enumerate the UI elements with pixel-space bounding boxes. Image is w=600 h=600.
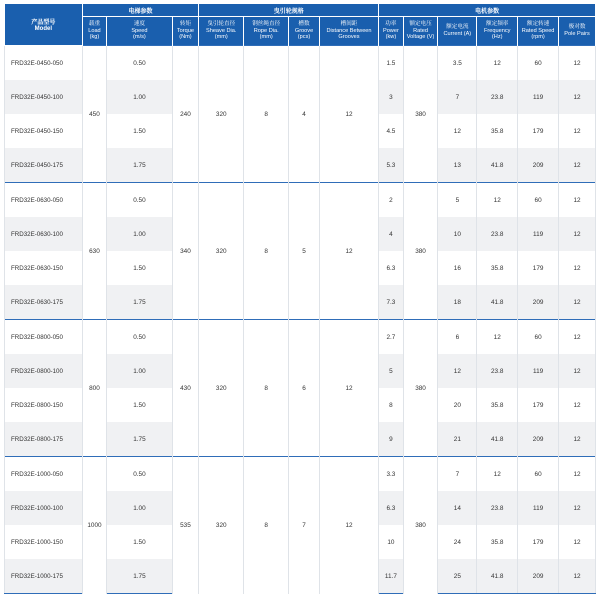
rated-speed-cell: 179	[518, 251, 559, 285]
rated-frequency-cell: 12	[477, 183, 518, 218]
rope-dia-header-en1: Rope Dia.	[253, 27, 279, 34]
torque-header-en2: (Nm)	[179, 34, 192, 41]
pole-pairs-cell: 12	[559, 114, 596, 148]
load-cell: 800	[82, 320, 107, 457]
speed-cell: 1.75	[107, 285, 172, 320]
rated-current-cell: 10	[438, 217, 477, 251]
model-cell: FRD32E-1000-175	[5, 559, 83, 594]
speed-header-en1: Speed	[131, 27, 148, 34]
traction-machine-spec-table	[4, 4, 596, 594]
rated-speed-cell: 60	[518, 320, 559, 355]
groove-distance-cell: 12	[319, 320, 378, 457]
rated-frequency-cell: 23.8	[477, 80, 518, 114]
model-cell: FRD32E-0630-100	[5, 217, 83, 251]
groove-distance-cell: 12	[319, 457, 378, 594]
torque-cell: 430	[172, 320, 199, 457]
rated-voltage-header-en2: Voltage (V)	[406, 34, 435, 41]
torque-cell: 240	[172, 46, 199, 183]
speed-header-zh: 速度	[133, 21, 146, 28]
rated-frequency-cell: 35.8	[477, 114, 518, 148]
pole-pairs-cell: 12	[559, 80, 596, 114]
rated-voltage-header-zh: 额定电压	[409, 21, 432, 28]
speed-cell: 1.50	[107, 114, 172, 148]
rated-current-header-zh: 额定电流	[446, 24, 469, 31]
speed-cell: 1.00	[107, 217, 172, 251]
pole-pairs-cell: 12	[559, 320, 596, 355]
groove-header-en2: (pcs)	[297, 34, 311, 41]
torque-cell: 535	[172, 457, 199, 594]
pole-pairs-cell: 12	[559, 354, 596, 388]
pole-pairs-cell: 12	[559, 183, 596, 218]
groove-distance-header	[319, 17, 378, 46]
model-cell: FRD32E-0630-175	[5, 285, 83, 320]
model-cell: FRD32E-0800-100	[5, 354, 83, 388]
rated-current-cell: 18	[438, 285, 477, 320]
rated-voltage-cell: 380	[403, 457, 438, 594]
speed-cell: 0.50	[107, 320, 172, 355]
groove-distance-header-zh: 槽间距	[340, 21, 358, 28]
groove-cell: 7	[289, 457, 320, 594]
groove-distance-header-en1: Distance Between	[326, 27, 372, 34]
power-cell: 5.3	[379, 148, 404, 183]
pole-pairs-header-en1: Pole Pairs	[564, 31, 590, 37]
pole-pairs-cell: 12	[559, 457, 596, 492]
power-header	[379, 17, 404, 46]
power-cell: 11.7	[379, 559, 404, 594]
model-header-en: Model	[34, 26, 53, 32]
model-cell: FRD32E-0630-050	[5, 183, 83, 218]
rated-speed-header	[518, 17, 559, 46]
power-cell: 8	[379, 388, 404, 422]
groove-header-en1: Groove	[294, 27, 314, 34]
sheave-dia-header-en1: Sheave Dia.	[205, 27, 237, 34]
pole-pairs-cell: 12	[559, 148, 596, 183]
model-cell: FRD32E-0450-150	[5, 114, 83, 148]
rated-speed-cell: 179	[518, 114, 559, 148]
rated-frequency-cell: 23.8	[477, 491, 518, 525]
sheave-dia-cell: 320	[199, 457, 244, 594]
pole-pairs-cell: 12	[559, 559, 596, 594]
model-cell: FRD32E-0800-175	[5, 422, 83, 457]
model-cell: FRD32E-1000-100	[5, 491, 83, 525]
elevator-params-header: 电梯参数	[82, 4, 199, 17]
pole-pairs-cell: 12	[559, 46, 596, 81]
rated-frequency-cell: 23.8	[477, 217, 518, 251]
rated-current-cell: 12	[438, 114, 477, 148]
power-cell: 3	[379, 80, 404, 114]
rated-voltage-header-en1: Rated	[413, 27, 429, 34]
spec-table-container	[4, 4, 596, 594]
load-header	[82, 17, 107, 46]
groove-header	[289, 17, 320, 46]
rated-speed-cell: 179	[518, 388, 559, 422]
speed-header	[107, 17, 172, 46]
rated-frequency-cell: 41.8	[477, 559, 518, 594]
rated-current-cell: 5	[438, 183, 477, 218]
pole-pairs-cell: 12	[559, 217, 596, 251]
load-header-en1: Load	[88, 27, 101, 34]
power-header-en1: Power	[382, 27, 399, 34]
table-row	[5, 183, 596, 218]
model-header	[5, 4, 83, 46]
speed-cell: 1.75	[107, 148, 172, 183]
model-cell: FRD32E-0450-050	[5, 46, 83, 81]
rated-frequency-cell: 35.8	[477, 388, 518, 422]
groove-header-zh: 槽数	[298, 21, 310, 28]
rated-frequency-cell: 41.8	[477, 285, 518, 320]
power-cell: 1.5	[379, 46, 404, 81]
rated-voltage-cell: 380	[403, 183, 438, 320]
rated-frequency-header-zh: 额定频率	[486, 21, 509, 28]
rated-speed-cell: 179	[518, 525, 559, 559]
rated-current-cell: 7	[438, 457, 477, 492]
sheave-dia-cell: 320	[199, 320, 244, 457]
rated-speed-cell: 209	[518, 559, 559, 594]
power-cell: 6.3	[379, 251, 404, 285]
power-cell: 9	[379, 422, 404, 457]
load-cell: 1000	[82, 457, 107, 594]
power-header-zh: 功率	[385, 21, 397, 28]
torque-header-zh: 转矩	[179, 21, 192, 28]
rated-frequency-cell: 41.8	[477, 148, 518, 183]
power-cell: 4.5	[379, 114, 404, 148]
power-cell: 4	[379, 217, 404, 251]
rated-current-cell: 13	[438, 148, 477, 183]
rated-current-cell: 3.5	[438, 46, 477, 81]
rated-speed-cell: 209	[518, 422, 559, 457]
model-cell: FRD32E-0630-150	[5, 251, 83, 285]
rope-dia-header-en2: (mm)	[259, 34, 273, 41]
rope-dia-cell: 8	[244, 183, 289, 320]
load-header-en2: (kg)	[89, 34, 100, 41]
rated-speed-cell: 60	[518, 183, 559, 218]
pole-pairs-cell: 12	[559, 388, 596, 422]
rated-speed-cell: 60	[518, 46, 559, 81]
rated-voltage-header	[403, 17, 438, 46]
pole-pairs-header-zh: 极对数	[568, 24, 586, 31]
rated-current-cell: 6	[438, 320, 477, 355]
pole-pairs-cell: 12	[559, 422, 596, 457]
table-row	[5, 320, 596, 355]
rated-current-cell: 20	[438, 388, 477, 422]
rated-speed-cell: 209	[518, 148, 559, 183]
model-cell: FRD32E-0450-100	[5, 80, 83, 114]
speed-cell: 1.00	[107, 80, 172, 114]
rope-dia-cell: 8	[244, 320, 289, 457]
speed-cell: 1.50	[107, 251, 172, 285]
rated-speed-header-en1: Rated Speed	[521, 27, 555, 34]
speed-cell: 1.75	[107, 422, 172, 457]
rated-speed-header-zh: 额定转速	[526, 21, 550, 28]
motor-params-header: 电机参数	[379, 4, 596, 17]
pole-pairs-cell: 12	[559, 285, 596, 320]
torque-cell: 340	[172, 183, 199, 320]
sheave-dia-cell: 320	[199, 183, 244, 320]
speed-cell: 1.75	[107, 559, 172, 594]
model-cell: FRD32E-1000-050	[5, 457, 83, 492]
rated-current-cell: 7	[438, 80, 477, 114]
rated-frequency-cell: 35.8	[477, 525, 518, 559]
sheave-dia-header	[199, 17, 244, 46]
rated-speed-cell: 119	[518, 491, 559, 525]
power-cell: 5	[379, 354, 404, 388]
power-header-en2: (kw)	[385, 34, 397, 41]
speed-header-en2: (m/s)	[133, 34, 146, 41]
load-cell: 630	[82, 183, 107, 320]
power-cell: 3.3	[379, 457, 404, 492]
rated-current-header	[438, 17, 477, 46]
groove-cell: 4	[289, 46, 320, 183]
groove-cell: 6	[289, 320, 320, 457]
speed-cell: 0.50	[107, 46, 172, 81]
sheave-spec-header: 曳引轮规格	[199, 4, 379, 17]
rated-current-cell: 24	[438, 525, 477, 559]
rated-current-cell: 21	[438, 422, 477, 457]
rated-frequency-cell: 12	[477, 320, 518, 355]
rated-frequency-cell: 23.8	[477, 354, 518, 388]
load-header-zh: 载重	[88, 21, 101, 28]
model-cell: FRD32E-0450-175	[5, 148, 83, 183]
power-cell: 10	[379, 525, 404, 559]
rated-speed-cell: 119	[518, 217, 559, 251]
rated-speed-header-en2: (rpm)	[531, 34, 545, 41]
rated-frequency-cell: 12	[477, 457, 518, 492]
rated-speed-cell: 119	[518, 354, 559, 388]
rated-frequency-cell: 35.8	[477, 251, 518, 285]
sheave-dia-header-en2: (mm)	[214, 34, 228, 41]
rated-speed-cell: 60	[518, 457, 559, 492]
pole-pairs-cell: 12	[559, 525, 596, 559]
speed-cell: 1.00	[107, 491, 172, 525]
rated-frequency-cell: 41.8	[477, 422, 518, 457]
pole-pairs-cell: 12	[559, 491, 596, 525]
power-cell: 2	[379, 183, 404, 218]
rated-frequency-header	[477, 17, 518, 46]
rated-current-header-en1: Current (A)	[443, 31, 472, 37]
rated-frequency-header-en1: Frequency	[483, 27, 511, 34]
speed-cell: 0.50	[107, 183, 172, 218]
rated-current-cell: 12	[438, 354, 477, 388]
rope-dia-cell: 8	[244, 457, 289, 594]
model-cell: FRD32E-0800-050	[5, 320, 83, 355]
model-header-zh: 产品型号	[31, 20, 56, 26]
table-row	[5, 46, 596, 81]
groove-distance-cell: 12	[319, 46, 378, 183]
rated-voltage-cell: 380	[403, 46, 438, 183]
power-cell: 6.3	[379, 491, 404, 525]
pole-pairs-header	[559, 17, 596, 46]
rope-dia-header	[244, 17, 289, 46]
power-cell: 7.3	[379, 285, 404, 320]
speed-cell: 0.50	[107, 457, 172, 492]
speed-cell: 1.50	[107, 388, 172, 422]
groove-distance-cell: 12	[319, 183, 378, 320]
table-row	[5, 457, 596, 492]
rated-voltage-cell: 380	[403, 320, 438, 457]
rated-current-cell: 16	[438, 251, 477, 285]
load-cell: 450	[82, 46, 107, 183]
speed-cell: 1.50	[107, 525, 172, 559]
rated-frequency-cell: 12	[477, 46, 518, 81]
groove-cell: 5	[289, 183, 320, 320]
sheave-dia-cell: 320	[199, 46, 244, 183]
model-cell: FRD32E-0800-150	[5, 388, 83, 422]
speed-cell: 1.00	[107, 354, 172, 388]
rated-speed-cell: 119	[518, 80, 559, 114]
pole-pairs-cell: 12	[559, 251, 596, 285]
rated-speed-cell: 209	[518, 285, 559, 320]
rated-current-cell: 25	[438, 559, 477, 594]
model-cell: FRD32E-1000-150	[5, 525, 83, 559]
rated-frequency-header-en2: (Hz)	[491, 34, 503, 41]
groove-distance-header-en2: Grooves	[338, 34, 360, 41]
power-cell: 2.7	[379, 320, 404, 355]
torque-header-en1: Torque	[176, 27, 194, 34]
rope-dia-cell: 8	[244, 46, 289, 183]
sheave-dia-header-zh: 曳引轮直径	[207, 21, 236, 28]
rated-current-cell: 14	[438, 491, 477, 525]
rope-dia-header-zh: 钢丝绳直径	[252, 21, 281, 28]
torque-header	[172, 17, 199, 46]
